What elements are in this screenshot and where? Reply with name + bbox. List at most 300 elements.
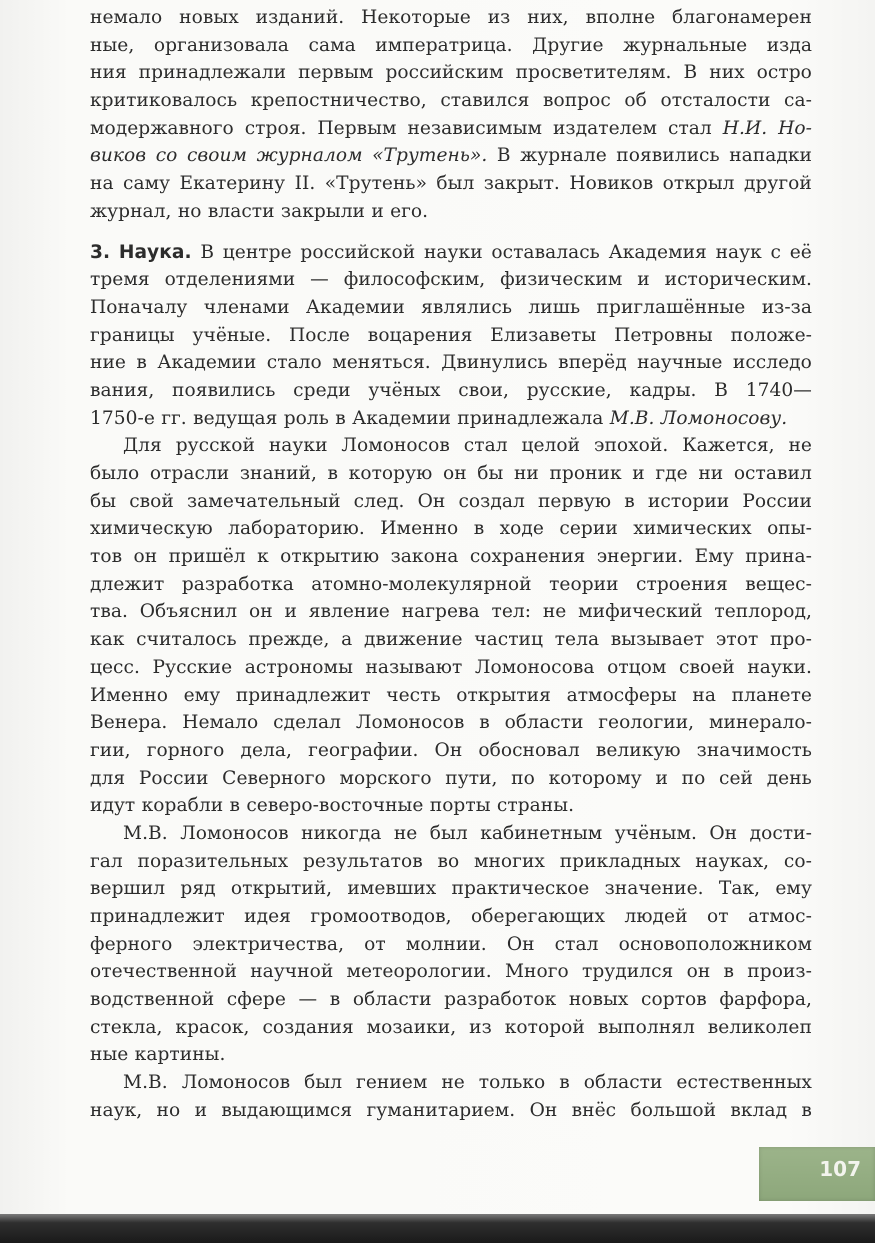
word: бы [90, 490, 117, 512]
word: выдающимся [221, 1099, 353, 1121]
word: Он [529, 1099, 558, 1121]
word: разработка [181, 573, 294, 595]
word: химическую [90, 518, 213, 540]
word: гг. [161, 407, 187, 429]
word: оставил [733, 463, 812, 484]
word: а [341, 629, 353, 651]
word: историческим. [664, 269, 812, 291]
word: в [327, 463, 339, 484]
word: Академия [608, 241, 707, 263]
word: идея [244, 906, 291, 927]
word: вполне [585, 7, 656, 28]
word: Ломоносов [180, 822, 289, 844]
word: области [504, 712, 584, 734]
word: кадры. [629, 379, 697, 401]
word: северо-восточные [246, 795, 424, 817]
word: гии, [90, 739, 131, 761]
text-line [90, 958, 812, 986]
word: астрономы [244, 656, 353, 678]
word: энергии. [596, 546, 684, 568]
word: от [364, 933, 386, 955]
word: был [436, 173, 475, 195]
word: в [723, 961, 735, 983]
word: лишь [528, 296, 581, 318]
text-line [90, 1097, 812, 1125]
word: прежде, [248, 629, 330, 651]
word: М.В. [123, 1072, 168, 1094]
word: наук [715, 241, 762, 263]
word: центре [222, 241, 292, 263]
word: со- [783, 850, 812, 872]
word: ные, [90, 34, 135, 56]
word: сохранения [469, 546, 586, 568]
word: 1740— [745, 379, 812, 401]
word: движение [363, 629, 463, 651]
text-line [90, 460, 812, 488]
word: создал [458, 490, 525, 512]
section-heading-word: Наука. [118, 241, 192, 263]
word: В [496, 145, 511, 167]
body-text [90, 4, 812, 1125]
word: науки [268, 435, 328, 457]
text-line [90, 765, 812, 793]
italic-word: М.В. [609, 407, 655, 429]
text-line [90, 239, 812, 267]
word: В [714, 379, 728, 401]
word: В [683, 62, 698, 84]
word: Первым [317, 117, 397, 139]
text-line [90, 1069, 812, 1097]
word: из [469, 1016, 492, 1038]
word: Ломоносова [474, 656, 595, 678]
text-line [90, 32, 812, 60]
word: было [90, 463, 140, 484]
word: нападки [729, 145, 812, 167]
word: был [304, 1072, 343, 1094]
word: произ- [747, 961, 812, 983]
word: роль [283, 407, 329, 429]
word: и [637, 269, 650, 291]
word: закрыли [280, 200, 365, 222]
word: ния [90, 62, 127, 84]
text-line [90, 848, 812, 876]
paragraph-p5 [90, 1069, 812, 1124]
word: ему [183, 684, 221, 706]
word: членами [203, 296, 290, 318]
word: целой [521, 435, 581, 457]
word: Именно [380, 518, 459, 540]
text-line [90, 820, 812, 848]
word: остро [756, 62, 812, 84]
word: мифический [578, 601, 703, 623]
word: открытию [280, 546, 380, 568]
word: тел: [491, 601, 532, 623]
word: ряд [180, 878, 216, 900]
word: области [352, 989, 432, 1011]
paragraph-p2 [90, 239, 812, 433]
word: открытий, [230, 878, 333, 900]
word: Северного [222, 767, 326, 789]
word: власти [207, 200, 275, 222]
word: в [624, 490, 635, 512]
word: но [177, 200, 202, 222]
word: прикладных [559, 850, 681, 872]
word: трудился [582, 961, 674, 983]
word: имевших [347, 878, 437, 900]
word: Он [506, 933, 535, 955]
word: философским, [343, 269, 486, 291]
text-line [90, 59, 812, 87]
word: след. [353, 490, 405, 512]
word: которой [504, 1016, 585, 1038]
word: про- [769, 629, 812, 651]
word: по [681, 767, 706, 789]
word: в [335, 407, 346, 429]
word: фарфора, [719, 989, 812, 1011]
word: об [624, 90, 647, 112]
word: он [442, 463, 467, 484]
word: научной [250, 961, 334, 983]
text-line [90, 515, 812, 543]
page-number: 107 [819, 1157, 861, 1181]
word: и [632, 463, 645, 484]
word: строя. [244, 117, 307, 139]
word: ведущая [193, 407, 278, 429]
word: электричества, [192, 933, 345, 955]
word: и [371, 200, 384, 222]
text-line [90, 488, 812, 516]
word: положе- [730, 324, 812, 346]
word: Именно [90, 684, 168, 706]
word: оставалась [491, 241, 600, 263]
word: благонамерен [672, 7, 812, 28]
word: и [655, 767, 668, 789]
word: многих [473, 850, 545, 872]
word: был [429, 822, 468, 844]
word: прина- [745, 546, 812, 568]
word: сфере [226, 989, 286, 1011]
word: Екатерину [179, 173, 286, 195]
word: которую [348, 463, 433, 484]
text-line [90, 349, 812, 377]
word: вершил [90, 878, 166, 900]
text-line [90, 266, 812, 294]
word: дости- [749, 822, 812, 844]
word: среди [293, 379, 351, 401]
word: науках, [695, 850, 770, 872]
word: молнии. [405, 933, 487, 955]
word: первую [537, 490, 612, 512]
word: большой [630, 1099, 717, 1121]
word: журнале [520, 145, 607, 167]
word: вклад [730, 1099, 788, 1121]
word: в [559, 1072, 570, 1094]
italic-word: своим [186, 145, 248, 167]
word: Некоторые [361, 7, 471, 28]
word: крепостничество, [250, 90, 427, 112]
word: вызывает [610, 629, 705, 651]
word: Он [709, 822, 738, 844]
word: оберегающих [471, 906, 606, 927]
word: красок, [175, 1016, 250, 1038]
word: Для [123, 435, 162, 457]
word: модержавного [90, 117, 234, 139]
word: учёные. [192, 324, 272, 346]
word: тремя [90, 269, 150, 291]
text-line [90, 737, 812, 765]
word: частиц [474, 629, 543, 651]
word: атмосферы [566, 684, 677, 706]
word: атомно-молекулярной [311, 573, 532, 595]
word: знаний, [239, 463, 317, 484]
word: в [329, 989, 341, 1011]
word: в [136, 352, 147, 374]
word: принадлежит [90, 906, 225, 927]
word: Елизаветы [490, 324, 597, 346]
word: изданий. [255, 7, 345, 28]
word: он [686, 961, 711, 983]
word: ни [513, 463, 539, 484]
word: Он [417, 490, 446, 512]
word: пути, [445, 767, 498, 789]
text-line [90, 986, 812, 1014]
text-line [90, 654, 812, 682]
word: учёным. [614, 822, 697, 844]
word: порты [429, 795, 491, 817]
word: создания [262, 1016, 354, 1038]
word: на [90, 173, 114, 195]
section-gap [90, 226, 812, 239]
word: отцом [607, 656, 667, 678]
text-line [90, 405, 812, 433]
word: «Трутень» [324, 173, 428, 195]
text-line [90, 294, 812, 322]
italic-word: «Трутень». [372, 145, 488, 167]
word: принадлежала [457, 407, 604, 429]
word: II. [294, 173, 316, 195]
word: планете [731, 684, 812, 706]
word: отрасли [149, 463, 230, 484]
word: Ломоносов [181, 1072, 291, 1094]
text-line [90, 571, 812, 599]
word: них, [527, 7, 569, 28]
word: Кажется, [682, 435, 775, 457]
italic-word: Н.И. [722, 117, 768, 139]
word: гуманитарием. [366, 1099, 516, 1121]
word: стекла, [90, 1016, 163, 1038]
word: саму [123, 173, 171, 195]
word: метеорологии. [346, 961, 492, 983]
word: практическое [451, 878, 590, 900]
word: закрыт. [483, 173, 560, 195]
word: значимость [696, 739, 812, 761]
word: са- [783, 90, 812, 112]
word: физическим [500, 269, 623, 291]
text-line [90, 4, 812, 32]
word: он [248, 601, 273, 623]
word: После [289, 324, 350, 346]
word: — [298, 989, 318, 1011]
word: Ему [694, 546, 734, 568]
word: изда [766, 34, 812, 56]
word: теории [549, 573, 619, 595]
word: принадлежали [138, 62, 287, 84]
word: Академии [352, 407, 451, 429]
text-line [90, 903, 812, 931]
word: от [706, 906, 729, 927]
word: поразительных [137, 850, 289, 872]
word: в [473, 518, 485, 540]
word: гал [90, 850, 123, 872]
word: издателем [552, 117, 658, 139]
word: геологии, [598, 712, 695, 734]
word: новых [568, 989, 629, 1011]
word: строения [636, 573, 728, 595]
word: эпохой. [594, 435, 669, 457]
word: тела [554, 629, 600, 651]
italic-word: Ломоносову. [660, 407, 788, 429]
word: Венера. [90, 712, 168, 734]
word: появились [172, 379, 276, 401]
text-line [90, 709, 812, 737]
text-line [90, 198, 812, 226]
word: не [441, 1072, 465, 1094]
word: день [766, 767, 812, 789]
word: атмос- [747, 906, 812, 927]
word: для [90, 767, 126, 789]
word: не [393, 822, 418, 844]
word: журнал, [90, 200, 172, 222]
word: пришёл [168, 546, 246, 568]
word: людей [624, 906, 688, 927]
word: по [511, 767, 535, 789]
word: гением [356, 1072, 428, 1094]
word: называют [365, 656, 463, 678]
word: только [478, 1072, 546, 1094]
word: критиковалось [90, 90, 238, 112]
word: Ломоносов [341, 435, 450, 457]
section-heading-word: 3. [90, 241, 111, 263]
paragraph-p3 [90, 432, 812, 820]
word: Он [434, 739, 463, 761]
word: Новиков [569, 173, 654, 195]
word: открытия [456, 684, 551, 706]
word: нагрева [401, 601, 480, 623]
word: закона [390, 546, 459, 568]
word: в [479, 712, 490, 734]
word: водственной [90, 989, 215, 1011]
word: её [789, 241, 812, 263]
text-line [90, 875, 812, 903]
word: вперёд [558, 352, 627, 374]
word: страны. [496, 795, 575, 817]
word: обосновал [478, 739, 580, 761]
word: отечественной [90, 961, 237, 983]
word: основоположником [618, 933, 812, 955]
word: идут [90, 795, 136, 817]
word: минерало- [708, 712, 812, 734]
word: на [692, 684, 716, 706]
word: отсталости [660, 90, 771, 112]
word: но [156, 1099, 181, 1121]
word: которому [548, 767, 642, 789]
word: цесс. [90, 656, 140, 678]
italic-word: Но- [778, 117, 812, 139]
word: он [133, 546, 158, 568]
word: области [583, 1072, 663, 1094]
word: Академии [305, 296, 405, 318]
word: Объяснил [139, 601, 238, 623]
text-line [90, 1041, 812, 1069]
word: науки. [747, 656, 812, 678]
word: проник [549, 463, 622, 484]
word: ходе [499, 518, 544, 540]
word: научные [637, 352, 723, 374]
word: исследо [732, 352, 812, 374]
word: во [437, 850, 460, 872]
text-line [90, 87, 812, 115]
text-line [90, 142, 812, 170]
word: своей [679, 656, 735, 678]
word: лабораторию. [228, 518, 365, 540]
word: стал [667, 117, 712, 139]
word: Ломоносов [355, 712, 465, 734]
word: открыл [662, 173, 735, 195]
word: мозаики, [366, 1016, 457, 1038]
word: корабли [141, 795, 224, 817]
word: России [138, 767, 209, 789]
text-line [90, 682, 812, 710]
text-line [90, 170, 812, 198]
word: свои, [458, 379, 509, 401]
text-line [90, 1014, 812, 1042]
word: не [788, 435, 812, 457]
paragraph-p1 [90, 4, 812, 226]
word: из [487, 7, 511, 28]
word: сортов [641, 989, 707, 1011]
word: стал [554, 933, 599, 955]
word: внёс [571, 1099, 617, 1121]
word: Петровны [614, 324, 713, 346]
word: серии [559, 518, 618, 540]
word: учёных [368, 379, 441, 401]
word: сама [308, 34, 356, 56]
word: ные [90, 1044, 129, 1066]
word: в [801, 1099, 812, 1121]
word: тов [90, 546, 123, 568]
word: воцарения [367, 324, 473, 346]
word: отделениями [164, 269, 296, 291]
word: новых [179, 7, 239, 28]
word: никогда [301, 822, 382, 844]
word: естественных [676, 1072, 812, 1094]
word: великолеп [707, 1016, 812, 1038]
word: немало [90, 7, 163, 28]
word: значение. [604, 878, 704, 900]
word: меняться. [332, 352, 431, 374]
word: ни [698, 463, 724, 484]
word: наук, [90, 1099, 143, 1121]
word: с [770, 241, 782, 263]
word: горного [146, 739, 225, 761]
word: российским [385, 62, 504, 84]
word: сделал [273, 712, 342, 734]
italic-word: со [155, 145, 178, 167]
word: географии. [308, 739, 419, 761]
word: свой [129, 490, 174, 512]
word: вопрос [542, 90, 611, 112]
word: первым [298, 62, 374, 84]
